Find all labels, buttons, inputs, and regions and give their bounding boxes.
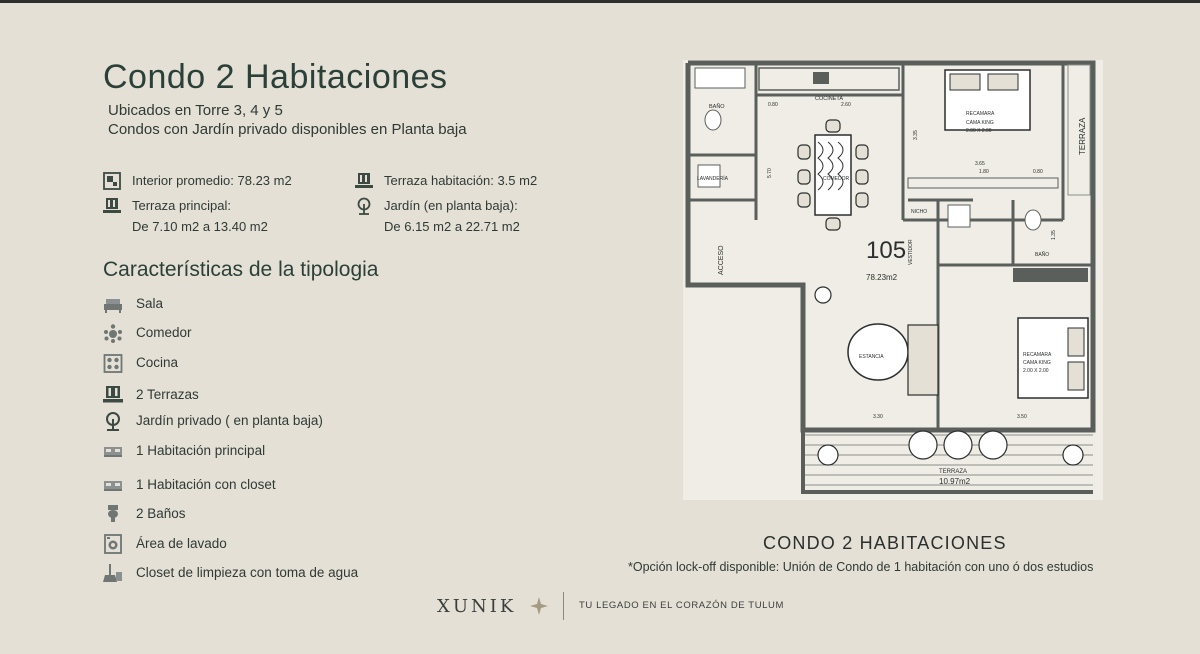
logo-divider	[563, 592, 564, 620]
bed-icon	[103, 475, 123, 495]
svg-text:RECAMARA: RECAMARA	[966, 111, 995, 117]
subtitle-garden: Condos con Jardín privado disponibles en Planta baja	[108, 121, 467, 138]
svg-text:ACCESO: ACCESO	[718, 245, 725, 275]
terrace-icon	[103, 385, 123, 405]
tree-icon	[355, 197, 373, 215]
floor-plan	[683, 60, 1103, 500]
page-title: Condo 2 Habitaciones	[103, 58, 448, 96]
svg-text:3.30: 3.30	[873, 414, 883, 420]
svg-text:CAMA KING: CAMA KING	[966, 120, 994, 126]
top-border	[0, 0, 1200, 3]
svg-text:5.70: 5.70	[767, 168, 773, 178]
svg-text:1.35: 1.35	[1051, 230, 1057, 240]
svg-text:LAVANDERÍA: LAVANDERÍA	[697, 176, 728, 182]
features-title: Características de la tipologia	[103, 258, 379, 281]
svg-text:CAMA KING: CAMA KING	[1023, 360, 1051, 366]
svg-text:0.80: 0.80	[1033, 169, 1043, 175]
subtitle-towers: Ubicados en Torre 3, 4 y 5	[108, 102, 283, 119]
sofa-icon	[103, 294, 123, 314]
svg-text:0.80: 0.80	[768, 102, 778, 108]
star-logo-icon	[529, 596, 549, 616]
svg-text:ESTANCIA: ESTANCIA	[859, 354, 884, 360]
terrace-icon	[103, 197, 121, 215]
lockoff-note: *Opción lock-off disponible: Unión de Condo de 1 habitación con uno ó dos estudios	[628, 560, 1094, 574]
svg-text:BAÑO: BAÑO	[709, 104, 725, 110]
broom-icon	[103, 563, 123, 583]
dining-icon	[103, 323, 123, 343]
plan-caption: CONDO 2 HABITACIONES	[763, 533, 1007, 553]
svg-text:RECAMARA: RECAMARA	[1023, 352, 1052, 358]
svg-text:2.60: 2.60	[841, 102, 851, 108]
svg-text:2.00 X 2.00: 2.00 X 2.00	[966, 128, 992, 134]
stove-icon	[103, 353, 123, 373]
svg-text:TERRAZA: TERRAZA	[939, 469, 968, 475]
svg-text:3.65: 3.65	[975, 161, 985, 167]
svg-text:1.80: 1.80	[979, 169, 989, 175]
svg-text:BAÑO: BAÑO	[1035, 252, 1050, 258]
unit-area: 78.23m2	[866, 273, 898, 282]
svg-text:VESTIDOR: VESTIDOR	[908, 239, 914, 265]
tree-icon	[103, 411, 123, 431]
svg-text:COMEDOR: COMEDOR	[823, 176, 850, 182]
svg-text:10.97m2: 10.97m2	[939, 477, 971, 486]
bed-icon	[103, 441, 123, 461]
tagline: TU LEGADO EN EL CORAZÓN DE TULUM	[579, 600, 785, 611]
svg-text:TERRAZA: TERRAZA	[1078, 117, 1087, 155]
terrace-icon	[355, 172, 373, 190]
interior-icon	[103, 172, 121, 190]
svg-text:3.50: 3.50	[1017, 414, 1027, 420]
svg-text:3.35: 3.35	[913, 130, 919, 140]
washer-icon	[103, 534, 123, 554]
brand-name: XUNIK	[437, 596, 517, 617]
svg-text:2.00 X 2.00: 2.00 X 2.00	[1023, 368, 1049, 374]
toilet-icon	[103, 504, 123, 524]
svg-text:NICHO: NICHO	[911, 209, 928, 215]
unit-number: 105	[866, 237, 907, 264]
svg-text:COCINETA: COCINETA	[815, 96, 844, 102]
